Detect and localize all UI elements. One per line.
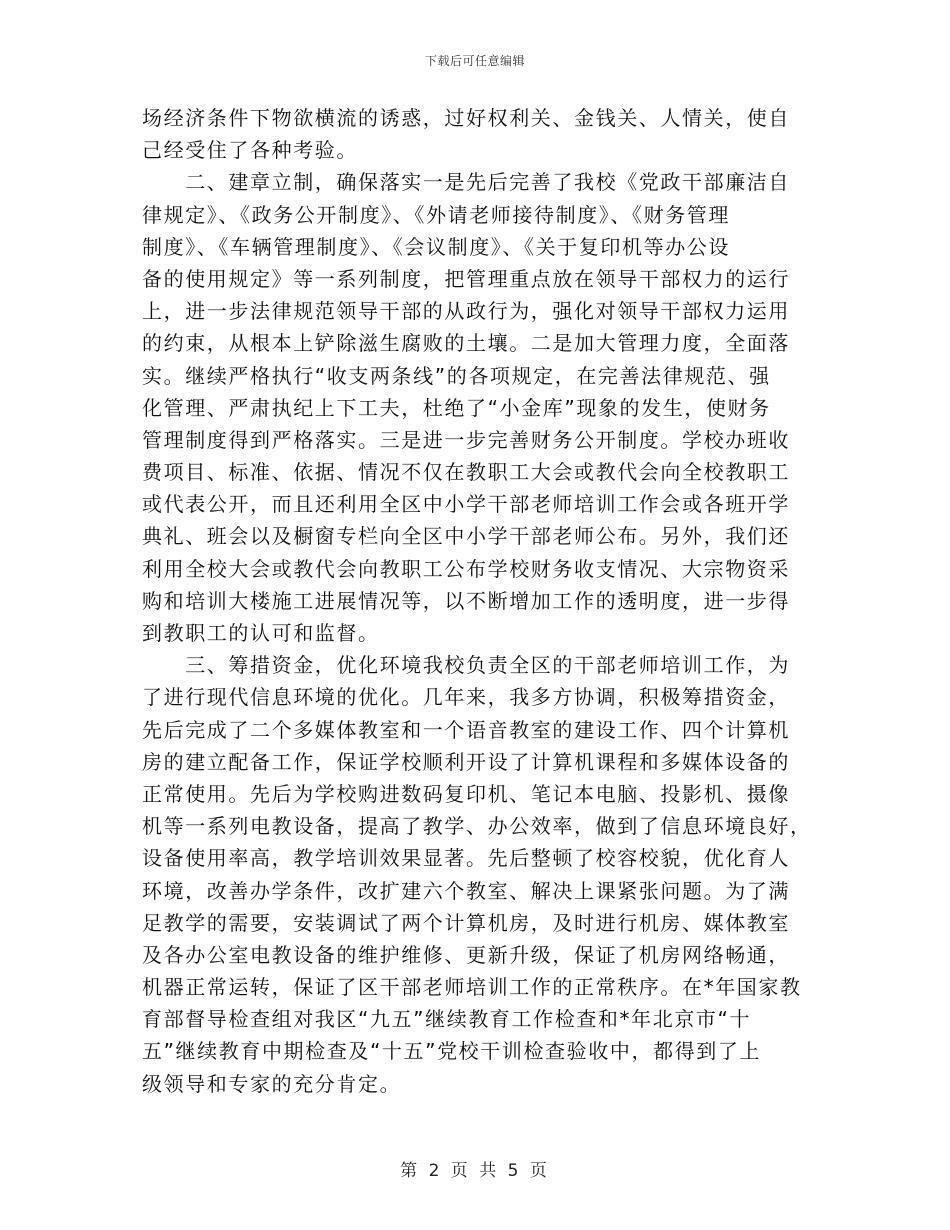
text-line: 利用全校大会或教代会向教职工公布学校财务收支情况、大宗物资采 xyxy=(142,556,790,581)
text-line: 化管理、严肃执纪上下工夫，杜绝了“小金库”现象的发生，使财务 xyxy=(142,395,771,420)
text-line: 管理制度得到严格落实。三是进一步完善财务公开制度。学校办班收 xyxy=(142,427,790,452)
text-line: 了进行现代信息环境的优化。几年来，我多方协调，积极筹措资金， xyxy=(142,685,790,710)
text-line: 机器正常运转，保证了区干部老师培训工作的正常秩序。在*年国家教 xyxy=(142,975,802,1000)
text-line: 环境，改善办学条件，改扩建六个教室、解决上课紧张问题。为了满 xyxy=(142,878,790,903)
text-line: 上，进一步法律规范领导干部的从政行为，强化对领导干部权力运用 xyxy=(142,299,790,324)
text-line: 场经济条件下物欲横流的诱惑，过好权利关、金钱关、人情关，使自 xyxy=(142,106,790,130)
text-line: 或代表公开，而且还利用全区中小学干部老师培训工作会或各班开学 xyxy=(142,492,790,517)
text-line: 正常使用。先后为学校购进数码复印机、笔记本电脑、投影机、摄像 xyxy=(142,781,790,806)
text-line: 设备使用率高，教学培训效果显著。先后整顿了校容校貌，优化育人 xyxy=(142,846,790,871)
text-line: 足教学的需要，安装调试了两个计算机房，及时进行机房、媒体教室 xyxy=(142,910,790,935)
text-line: 房的建立配备工作，保证学校顺利开设了计算机课程和多媒体设备的 xyxy=(142,749,790,774)
text-line: 费项目、标准、依据、情况不仅在教职工大会或教代会向全校教职工 xyxy=(142,460,790,485)
text-line: 备的使用规定》等一系列制度，把管理重点放在领导干部权力的运行 xyxy=(142,266,790,291)
text-line: 实。继续严格执行“收支两条线”的各项规定，在完善法律规范、强 xyxy=(142,363,771,388)
text-line: 到教职工的认可和监督。 xyxy=(142,621,380,645)
text-line: 的约束，从根本上铲除滋生腐败的土壤。二是加大管理力度，全面落 xyxy=(142,331,790,356)
text-line: 己经受住了各种考验。 xyxy=(142,138,358,163)
text-line: 及各办公室电教设备的维护维修、更新升级，保证了机房网络畅通， xyxy=(142,942,790,967)
page-header: 下载后可任意编辑 xyxy=(424,54,525,68)
text-line: 育部督导检查组对我区“九五”继续教育工作检查和*年北京市“十 xyxy=(142,1007,752,1032)
text-line: 先后完成了二个多媒体教室和一个语音教室的建设工作、四个计算机 xyxy=(142,717,790,742)
text-line: 典礼、班会以及橱窗专栏向全区中小学干部老师公布。另外，我们还 xyxy=(142,524,790,549)
text-line: 五”继续教育中期检查及“十五”党校干训检查验收中，都得到了上 xyxy=(142,1039,762,1064)
page-footer: 第 2 页 共 5 页 xyxy=(400,1161,550,1181)
text-line: 制度》、《车辆管理制度》、《会议制度》、《关于复印机等办公设 xyxy=(142,234,730,259)
text-line: 级领导和专家的充分肯定。 xyxy=(142,1071,402,1096)
text-line: 律规定》、《政务公开制度》、《外请老师接待制度》、《财务管理 xyxy=(142,202,730,227)
text-line: 机等一系列电教设备，提高了教学、办公效率，做到了信息环境良好， xyxy=(142,814,812,839)
text-line: 三、筹措资金，优化环境我校负责全区的干部老师培训工作，为 xyxy=(142,653,790,678)
text-line: 购和培训大楼施工进展情况等，以不断增加工作的透明度，进一步得 xyxy=(142,588,790,613)
text-line: 二、建章立制，确保落实一是先后完善了我校《党政干部廉洁自 xyxy=(142,170,790,195)
body-text xyxy=(142,102,812,1100)
